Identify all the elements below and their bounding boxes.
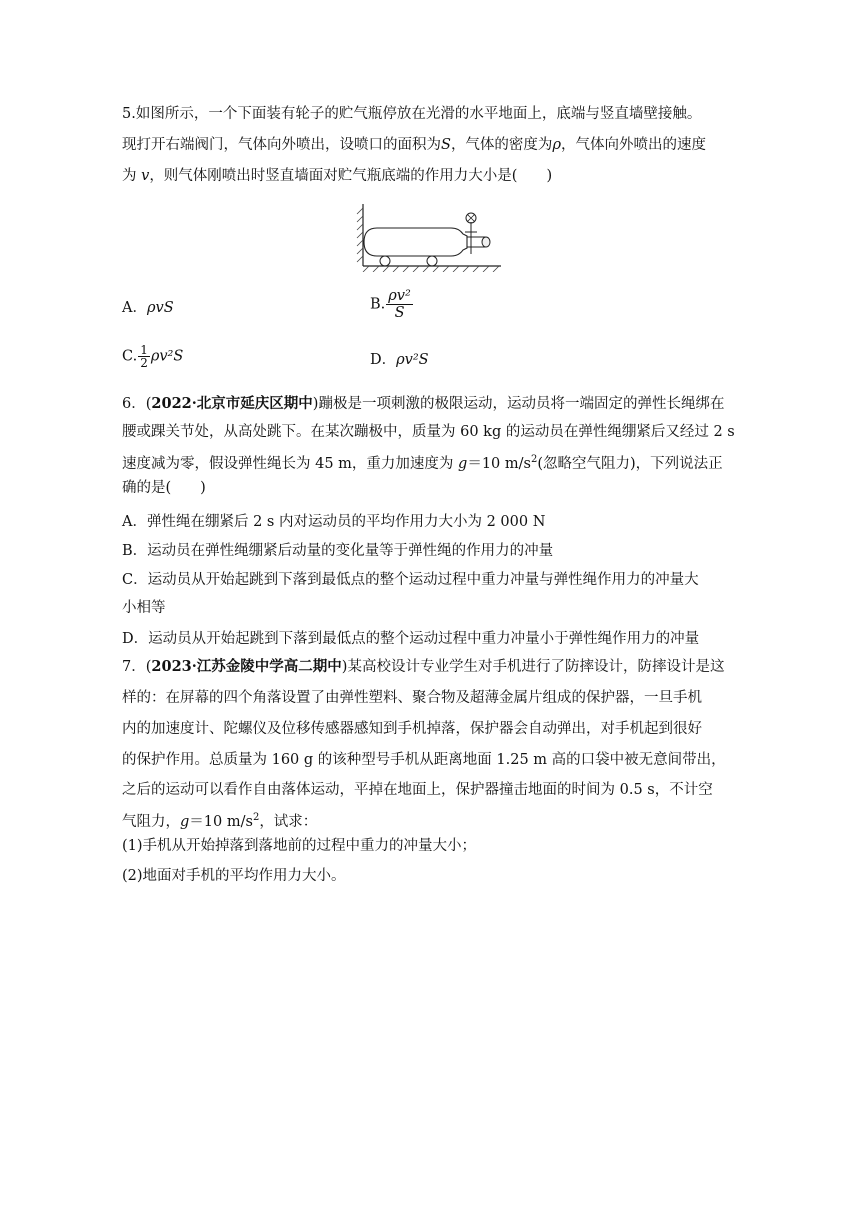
q6-gravity-symbol: g [458,456,468,472]
q5-option-c [122,344,183,369]
gas-cylinder-diagram [355,200,505,272]
q5-option-c-fraction [138,344,150,369]
q5-option-b [370,288,414,321]
q7-line-1-text-a: 7．( [122,659,152,675]
q6-option-c-line-1: C．运动员从开始起跳到下落到最低点的整个运动过程中重力冲量与弹性绳作用力的冲量大 [122,572,699,588]
q5-line-3-text-b: ，则气体刚喷出时竖直墙面对贮气瓶底端的作用力大小是( ) [149,168,553,184]
q6-option-d: D．运动员从开始起跳到下落到最低点的整个运动过程中重力冲量小于弹性绳作用力的冲量 [122,631,700,647]
q5-line-3-text-a: 为 [122,168,137,184]
q5-line-3 [122,166,552,186]
q7-line-5: 之后的运动可以看作自由落体运动，平掉在地面上，保护器撞击地面的时间为 0.5 s，不计空 [122,782,713,798]
q5-option-a-expr: ρvS [146,300,174,316]
q7-line-2: 样的：在屏幕的四个角落设置了由弹性塑料、聚合物及超薄金属片组成的保护器，一旦手机 [122,690,702,706]
q6-line-4: 确的是( ) [122,480,206,496]
q5-line-2-text-b: ，气体的密度为 [450,137,553,153]
q7-line-6-text-a: 气阻力， [122,814,180,830]
q7-line-6-text-b: ＝10 m/s [189,814,253,830]
q7-exponent: 2 [252,812,260,823]
q6-line-3-text-b: ＝10 m/s [467,456,531,472]
q5-density-symbol: ρ [552,137,561,153]
q6-option-c-line-2: 小相等 [122,600,166,616]
q5-option-d-expr: ρv²S [396,352,429,368]
q6-line-2: 腰或踝关节处，从高处跳下。在某次蹦极中，质量为 60 kg 的运动员在弹性绳绷紧后又经过 2 s [122,424,735,440]
q6-line-3-text-a: 速度减为零，假设弹性绳长为 45 m，重力加速度为 [122,456,459,472]
q5-option-d-label: D． [370,352,397,368]
q5-line-1: 5.如图所示，一个下面装有轮子的贮气瓶停放在光滑的水平地面上，底端与竖直墙壁接触。 [122,106,702,122]
q5-option-b-denominator: S [394,305,405,321]
q5-option-b-label: B. [370,296,386,313]
q6-line-1 [122,394,724,414]
q7-line-3: 内的加速度计、陀螺仪及位移传感器感知到手机掉落，保护器会自动弹出，对手机起到很好 [122,721,702,737]
q6-option-a: A．弹性绳在绷紧后 2 s 内对运动员的平均作用力大小为 2 000 N [122,514,546,530]
q6-line-3 [122,450,723,474]
q5-line-2-text-c: ，气体向外喷出的速度 [560,137,706,153]
q6-exponent: 2 [530,454,538,465]
q6-source: 2022·北京市延庆区期中 [151,395,313,412]
q5-option-a [122,298,174,318]
q7-source: 2023·江苏金陵中学高二期中 [151,658,342,675]
right-wheel [427,256,437,266]
q7-gravity-symbol: g [180,814,190,830]
q6-line-1-text-a: 6．( [122,396,152,412]
q6-line-1-text-b: )蹦极是一项刺激的极限运动，运动员将一端固定的弹性长绳绑在 [312,396,725,412]
q5-option-b-numerator: ρv² [388,288,411,304]
q5-option-c-label: C. [122,348,138,365]
cylinder-body [364,228,467,256]
ground-hatching [363,266,499,272]
nozzle-opening [482,237,490,247]
q5-option-c-numerator: 1 [140,343,148,357]
q5-option-c-denominator: 2 [140,356,148,370]
q7-line-1-text-b: )某高校设计专业学生对手机进行了防摔设计，防摔设计是这 [341,659,725,675]
q5-option-d [370,350,429,370]
q5-line-2 [122,135,706,155]
q5-option-c-expr: ρv²S [150,348,184,365]
q6-option-b: B．运动员在弹性绳绷紧后动量的变化量等于弹性绳的作用力的冲量 [122,543,554,559]
q7-subquestion-1: (1)手机从开始掉落到落地前的过程中重力的冲量大小； [122,838,477,854]
left-wheel [380,256,390,266]
q5-option-a-label: A． [122,300,147,316]
wall-hatching [357,208,363,262]
q5-velocity-symbol: v [141,168,150,184]
q5-area-symbol: S [441,137,451,153]
q7-line-4: 的保护作用。总质量为 160 g 的该种型号手机从距离地面 1.25 m 高的口袋中被无意间带出， [122,752,726,768]
q7-line-6-text-c: ，试求： [259,814,318,830]
q7-line-6 [122,808,317,832]
q6-line-3-text-c: (忽略空气阻力)，下列说法正 [537,456,723,472]
q5-line-2-text-a: 现打开右端阀门，气体向外喷出，设喷口的面积为 [122,137,441,153]
q7-line-1 [122,657,724,677]
q5-option-b-fraction [386,288,413,321]
q7-subquestion-2: (2)地面对手机的平均作用力大小。 [122,868,346,884]
